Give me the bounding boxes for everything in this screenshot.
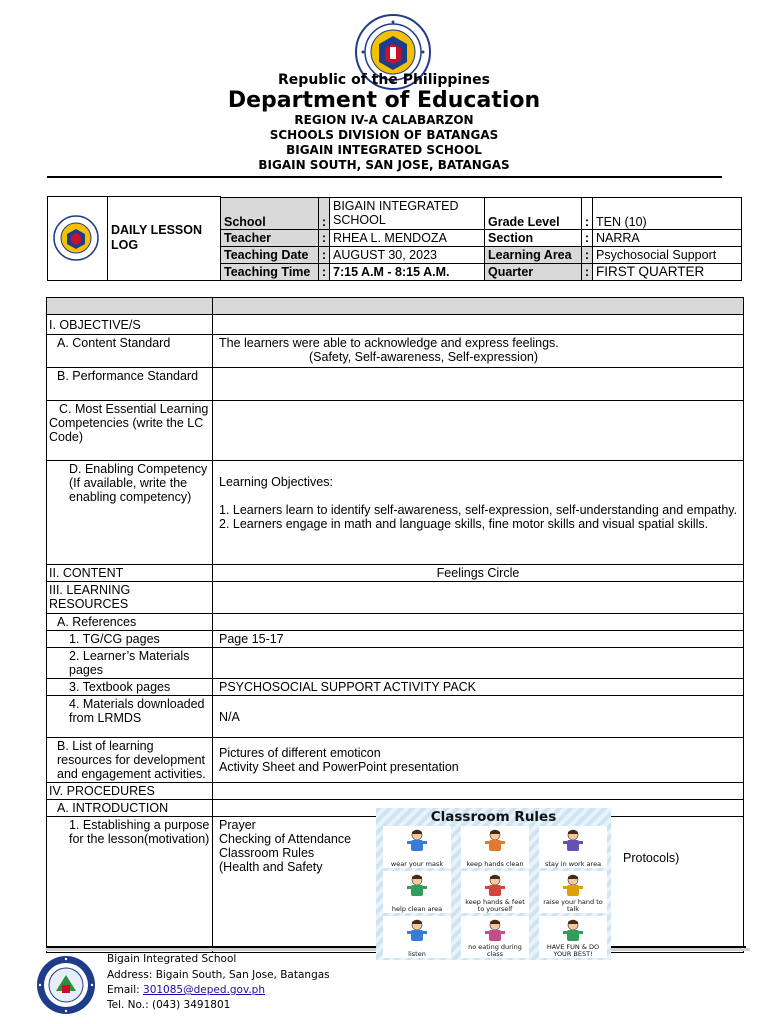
rule-caption: HAVE FUN & DO YOUR BEST! (546, 943, 600, 958)
rule-card (383, 916, 451, 958)
table-row (47, 315, 744, 335)
teaching-date-value: AUGUST 30, 2023 (330, 246, 485, 263)
table-row (47, 461, 744, 565)
rule-card (539, 916, 607, 958)
header-school: BIGAIN INTEGRATED SCHOOL (286, 143, 482, 157)
grade-level-value: TEN (10) (593, 197, 742, 229)
footer-email-label: Email: (107, 984, 144, 996)
teacher-label: Teacher (221, 229, 319, 246)
footer-email-line (107, 984, 265, 996)
procedures-heading: IV. PROCEDURES (47, 783, 213, 800)
intro-item-prayer: Prayer (219, 818, 256, 832)
lesson-info-table (47, 196, 742, 281)
daily-lesson-log-title: DAILY LESSON LOG (108, 197, 221, 281)
list-of-resources-label: B. List of learning resources for development and engagement activities. (47, 738, 213, 783)
intro-item-attendance: Checking of Attendance (219, 832, 352, 846)
learning-area-value: Psychosocial Support (593, 246, 742, 263)
objectives-heading: I. OBJECTIVE/S (47, 315, 213, 335)
table-header-row (47, 298, 744, 315)
learning-resources-heading: III. LEARNING RESOURCES (47, 582, 213, 614)
intro-item-classroom-rules: Classroom Rules (219, 846, 315, 860)
table-row (47, 401, 744, 461)
rule-card (539, 826, 607, 868)
table-row (47, 631, 744, 648)
footer-address: Address: Bigain South, San Jose, Batangas (107, 969, 330, 981)
rule-caption: no eating during class (468, 943, 522, 958)
objective-2: 2. Learners engage in math and language skills, fine motor skills and visual spatial skills. (219, 517, 709, 531)
rule-caption: keep hands clean (466, 860, 524, 868)
colon: : (319, 263, 330, 280)
teacher-value: RHEA L. MENDOZA (330, 229, 485, 246)
tg-cg-label: 1. TG/CG pages (47, 631, 213, 648)
rule-caption: stay in work area (544, 860, 602, 868)
colon: : (319, 197, 330, 229)
quarter-value: FIRST QUARTER (593, 263, 742, 280)
references-label: A. References (47, 614, 213, 631)
footer-school-name: Bigain Integrated School (107, 953, 237, 965)
header-republic: Republic of the Philippines (278, 72, 490, 88)
teaching-time-value: 7:15 A.M - 8:15 A.M. (330, 263, 485, 280)
child-illustration-icon (559, 918, 587, 946)
child-illustration-icon (481, 828, 509, 856)
rule-caption: help clean area (391, 905, 443, 913)
child-illustration-icon (559, 873, 587, 901)
content-heading: II. CONTENT (47, 565, 213, 582)
lrmds-value: N/A (213, 696, 744, 738)
child-illustration-icon (481, 873, 509, 901)
rule-card (383, 871, 451, 913)
grade-level-label: Grade Level (485, 197, 582, 229)
section-value: NARRA (593, 229, 742, 246)
rule-card (461, 871, 529, 913)
poster-title: Classroom Rules (430, 809, 557, 825)
table-row (47, 648, 744, 679)
learning-objectives-heading: Learning Objectives: (219, 475, 333, 489)
table-row (47, 335, 744, 368)
tg-cg-value: Page 15-17 (213, 631, 744, 648)
teaching-time-label: Teaching Time (221, 263, 319, 280)
table-row (47, 783, 744, 800)
header-divider (47, 176, 722, 178)
school-label: School (221, 197, 319, 229)
learners-materials-label: 2. Learner’s Materials pages (47, 648, 213, 679)
quarter-label: Quarter (485, 263, 582, 280)
rule-card (383, 826, 451, 868)
content-standard-line-2: (Safety, Self-awareness, Self-expression) (309, 350, 539, 364)
lrmds-label: 4. Materials downloaded from LRMDS (47, 696, 213, 738)
child-illustration-icon (481, 918, 509, 946)
rule-caption: listen (408, 950, 426, 958)
table-row (47, 679, 744, 696)
establishing-purpose-label: 1. Establishing a purpose for the lesson(motivation) (47, 817, 213, 953)
table-row (47, 696, 744, 738)
learning-area-label: Learning Area (485, 246, 582, 263)
header-division: SCHOOLS DIVISION OF BATANGAS (269, 128, 499, 142)
rule-card (461, 826, 529, 868)
header-address: BIGAIN SOUTH, SAN JOSE, BATANGAS (258, 158, 510, 172)
resource-1: Pictures of different emoticon (219, 746, 381, 760)
section-label: Section (485, 229, 582, 246)
child-illustration-icon (559, 828, 587, 856)
intro-item-health-safety: (Health and Safety (219, 860, 323, 874)
textbook-pages-label: 3. Textbook pages (47, 679, 213, 696)
textbook-pages-value: PSYCHOSOCIAL SUPPORT ACTIVITY PACK (213, 679, 744, 696)
introduction-heading: A. INTRODUCTION (47, 800, 213, 817)
child-illustration-icon (403, 918, 431, 946)
colon: : (582, 229, 593, 246)
table-row (47, 582, 744, 614)
colon: : (582, 246, 593, 263)
school-value: BIGAIN INTEGRATED SCHOOL (330, 197, 485, 229)
teaching-date-label: Teaching Date (221, 246, 319, 263)
rule-caption: wear your mask (390, 860, 444, 868)
rule-caption: keep hands & feet to yourself (465, 898, 525, 913)
mel-label-2: Competencies (write the LC Code) (49, 416, 204, 444)
resource-2: Activity Sheet and PowerPoint presentation (219, 760, 459, 774)
school-seal-icon (36, 955, 96, 1015)
table-row (47, 614, 744, 631)
rule-caption: raise your hand to talk (543, 898, 603, 913)
content-standard-line-1: The learners were able to acknowledge and express feelings. (219, 336, 559, 350)
objective-1: 1. Learners learn to identify self-awareness, self-expression, self-understanding and empathy. (219, 503, 738, 517)
colon: : (582, 263, 593, 280)
header-department: Department of Education (227, 88, 541, 113)
content-standard-label: A. Content Standard (47, 335, 213, 368)
footer-email-link[interactable]: 301085@deped.gov.ph (143, 984, 265, 996)
school-seal-cell (48, 197, 108, 281)
child-illustration-icon (403, 873, 431, 901)
mel-label-1: C. Most Essential Learning (59, 402, 209, 416)
school-seal-icon (53, 215, 99, 261)
intro-item-protocols: Protocols) (623, 851, 680, 865)
colon: : (319, 246, 330, 263)
classroom-rules-poster (376, 808, 611, 960)
enabling-competency-label: D. Enabling Competency (If available, write the enabling competency) (47, 461, 213, 565)
rule-card (539, 871, 607, 913)
table-row (47, 565, 744, 582)
table-row (47, 738, 744, 783)
performance-standard-label: B. Performance Standard (47, 368, 213, 401)
colon: : (582, 197, 593, 229)
colon: : (319, 229, 330, 246)
rule-card (461, 916, 529, 958)
table-row (47, 368, 744, 401)
footer-telephone: Tel. No.: (043) 3491801 (107, 999, 231, 1011)
content-value: Feelings Circle (213, 565, 744, 582)
header-region: REGION IV-A CALABARZON (294, 113, 474, 127)
child-illustration-icon (403, 828, 431, 856)
